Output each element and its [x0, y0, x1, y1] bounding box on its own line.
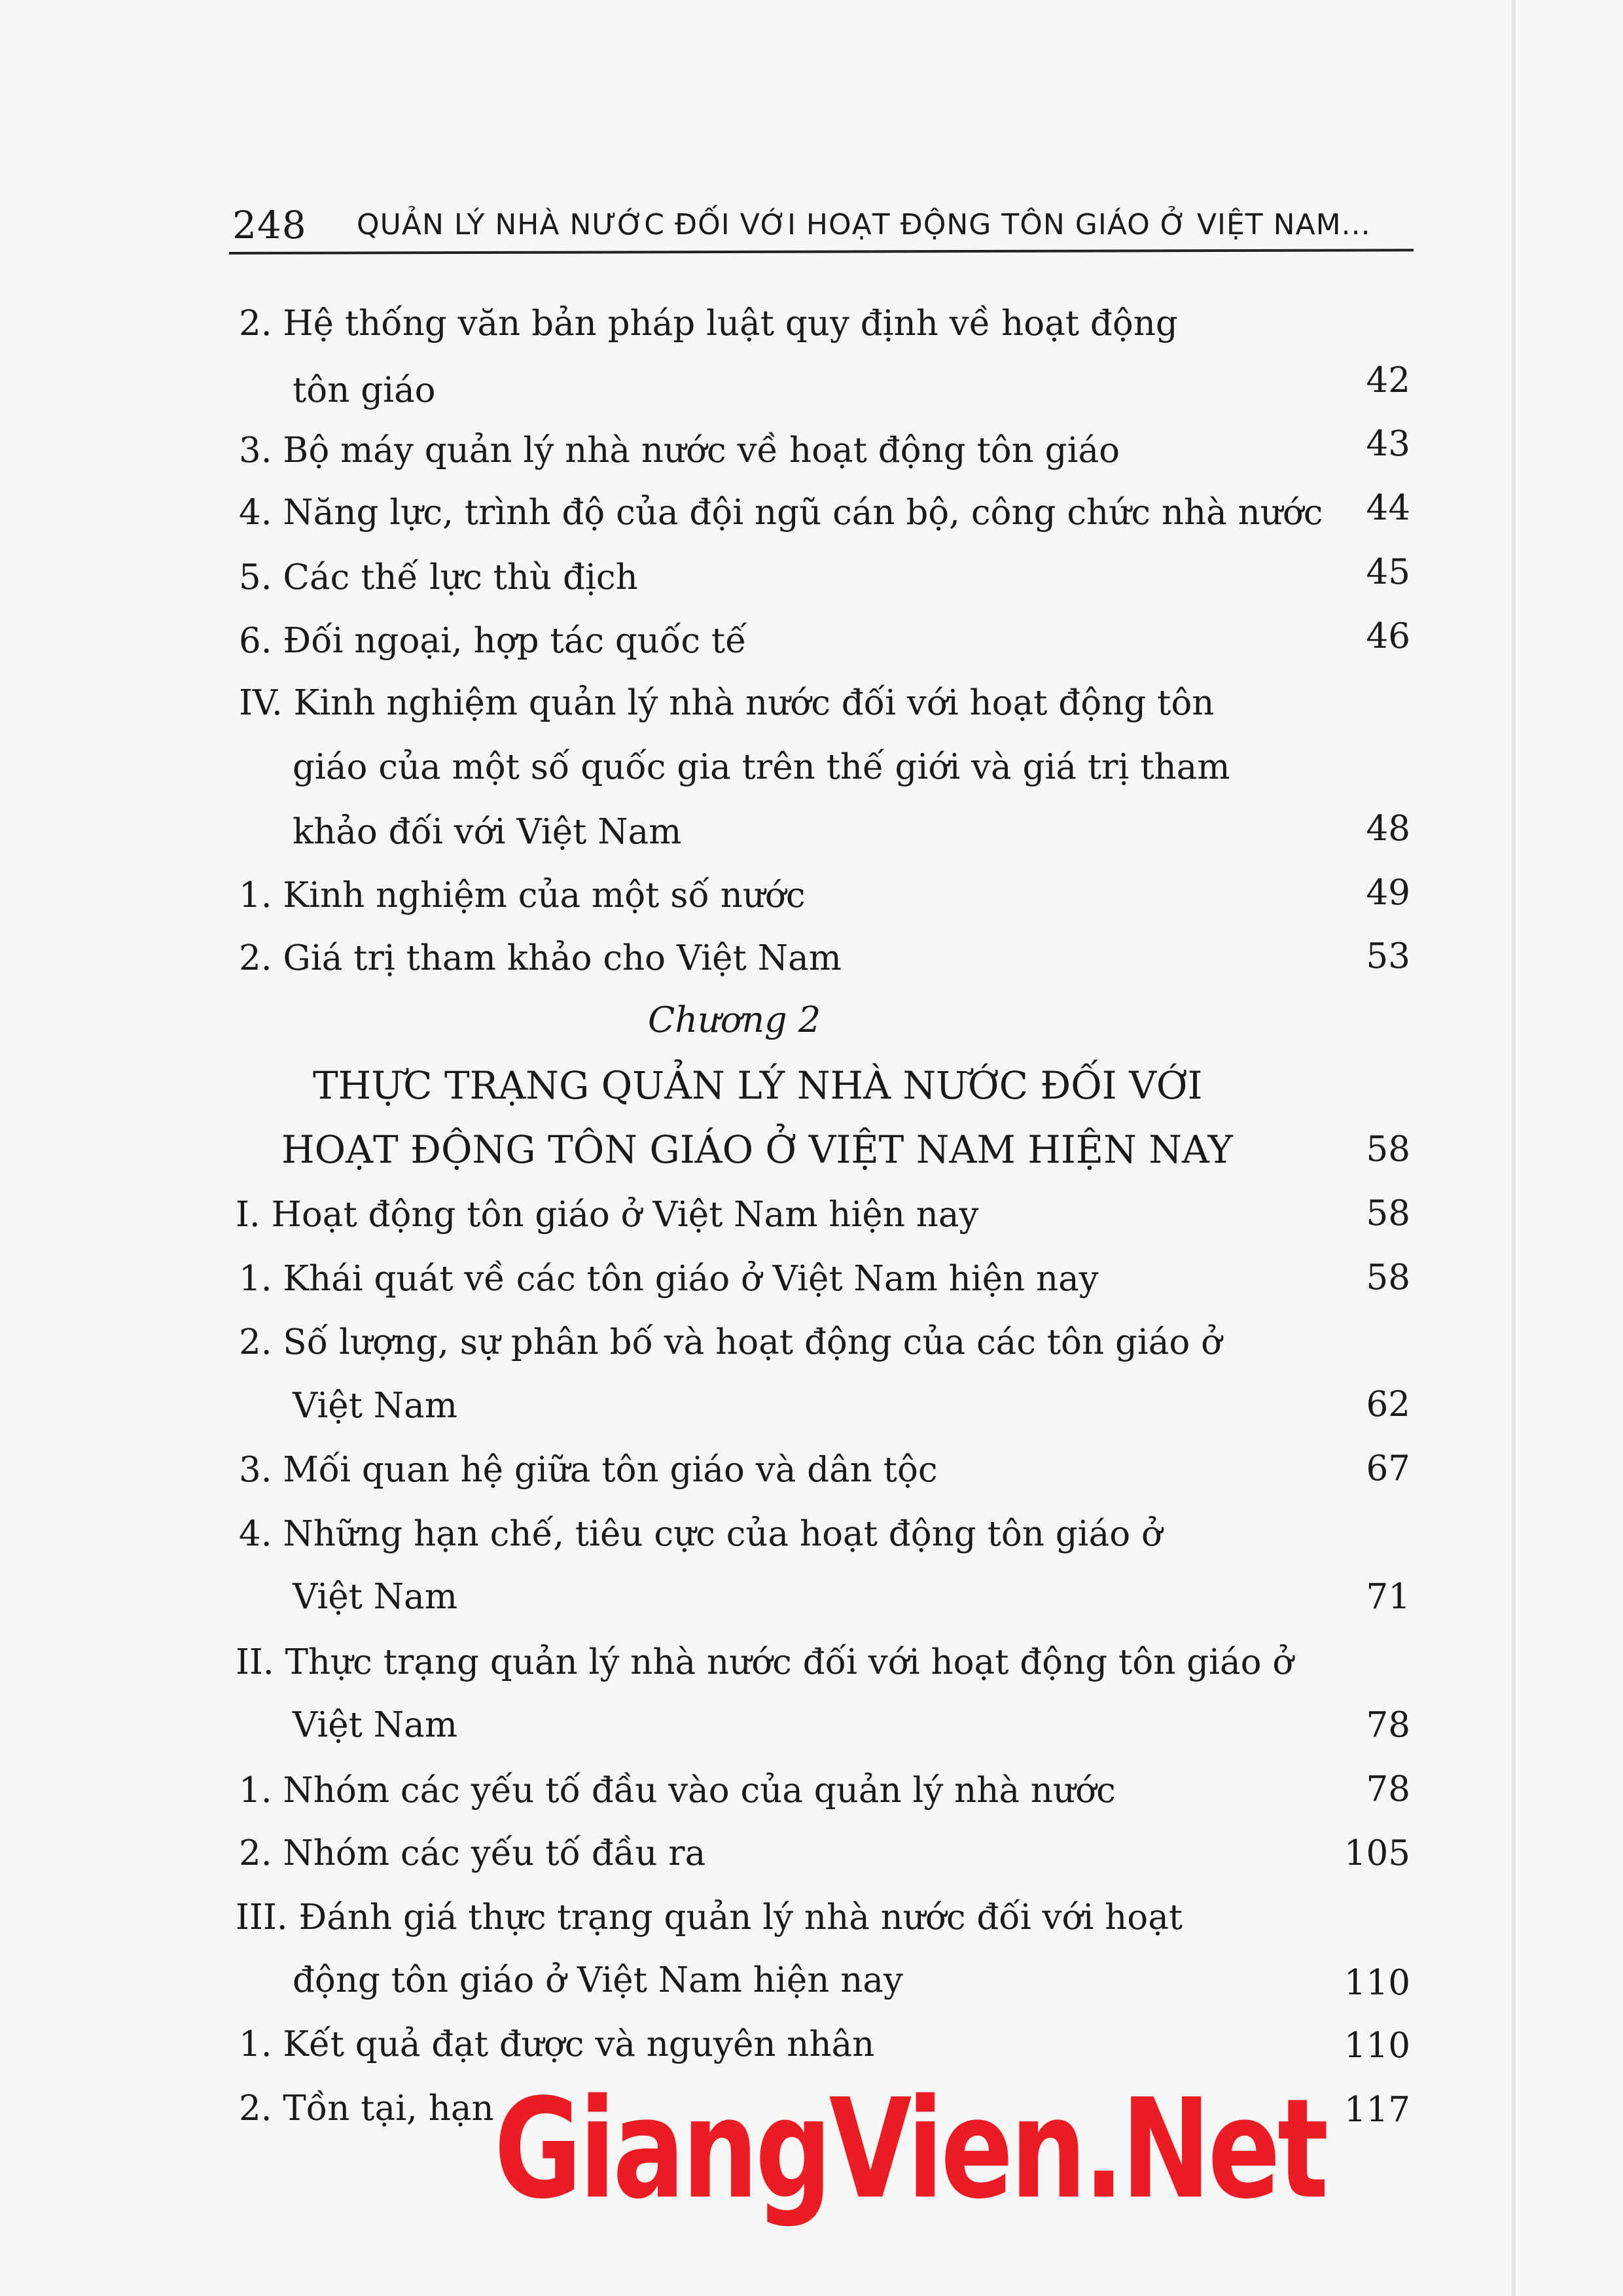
toc-entry-page: 58 [1366, 1258, 1410, 1298]
toc-entry-page: 110 [1344, 1963, 1410, 2003]
toc-entry-text: II. Thực trạng quản lý nhà nước đối với hoạt động tôn giáo ở [236, 1642, 1294, 1682]
toc-entry-page: 43 [1366, 424, 1410, 464]
toc-entry-page: 53 [1366, 936, 1410, 976]
toc-entry-text: 1. Nhóm các yếu tố đầu vào của quản lý nhà nước [239, 1771, 1116, 1810]
toc-entry-text: 5. Các thế lực thù địch [239, 557, 638, 597]
toc-entry-page: 67 [1366, 1449, 1410, 1489]
toc-entry-page: 78 [1366, 1769, 1410, 1809]
toc-entry-page: 46 [1366, 616, 1410, 656]
toc-entry-text: Việt Nam [293, 1705, 458, 1745]
toc-entry-text: 2. Tồn tại, hạn [239, 2089, 494, 2128]
toc-entry-text: III. Đánh giá thực trạng quản lý nhà nước đối với hoạt [236, 1898, 1183, 1937]
toc-entry-text: 3. Mối quan hệ giữa tôn giáo và dân tộc [239, 1450, 938, 1490]
toc-entry-text: giáo của một số quốc gia trên thế giới và giá trị tham [293, 747, 1230, 787]
toc-entry-text: I. Hoạt động tôn giáo ở Việt Nam hiện nay [236, 1195, 979, 1235]
toc-entry-page: 117 [1344, 2090, 1410, 2130]
page-number: 248 [232, 203, 307, 247]
toc-entry-text: 4. Những hạn chế, tiêu cực của hoạt động tôn giáo ở [239, 1514, 1162, 1554]
toc-entry-text: 4. Năng lực, trình độ của đội ngũ cán bộ, công chức nhà nước [239, 493, 1323, 533]
toc-entry-page: 42 [1366, 361, 1410, 400]
toc-entry-page: 62 [1366, 1385, 1410, 1424]
toc-entry-text: 6. Đối ngoại, hợp tác quốc tế [239, 621, 747, 661]
toc-entry-text: động tôn giáo ở Việt Nam hiện nay [293, 1960, 903, 2000]
toc-entry-page: 105 [1344, 1833, 1410, 1873]
toc-entry-text: 1. Khái quát về các tôn giáo ở Việt Nam hiện nay [239, 1259, 1099, 1299]
toc-entry-page: 58 [1366, 1193, 1410, 1233]
toc-entry-page: 71 [1366, 1577, 1410, 1617]
toc-entry-text: 3. Bộ máy quản lý nhà nước về hoạt động tôn giáo [239, 431, 1120, 470]
running-title: QUẢN LÝ NHÀ NƯỚC ĐỐI VỚI HOẠT ĐỘNG TÔN GIÁO Ở VIỆT NAM... [357, 208, 1371, 241]
toc-entry-text: 2. Số lượng, sự phân bố và hoạt động của các tôn giáo ở [239, 1322, 1222, 1362]
toc-entry-page: 45 [1366, 552, 1410, 592]
toc-entry-text: IV. Kinh nghiệm quản lý nhà nước đối với hoạt động tôn [239, 683, 1215, 723]
watermark-logo: GiangVien.Net [494, 2069, 1326, 2229]
toc-entry-text: 2. Hệ thống văn bản pháp luật quy định về hoạt động [239, 304, 1178, 344]
toc-entry-text: 2. Nhóm các yếu tố đầu ra [239, 1833, 706, 1873]
chapter-title: HOẠT ĐỘNG TÔN GIÁO Ở VIỆT NAM HIỆN NAY [281, 1127, 1233, 1172]
toc-entry-text: 2. Giá trị tham khảo cho Việt Nam [239, 938, 842, 978]
toc-entry-text: Việt Nam [293, 1577, 458, 1617]
toc-entry-text: 1. Kinh nghiệm của một số nước [239, 875, 806, 915]
toc-entry-page: 48 [1366, 809, 1410, 849]
chapter-title: THỰC TRẠNG QUẢN LÝ NHÀ NƯỚC ĐỐI VỚI [313, 1063, 1203, 1108]
toc-entry-page: 44 [1366, 488, 1410, 528]
toc-entry-page: 110 [1344, 2026, 1410, 2066]
toc-entry-text: khảo đối với Việt Nam [293, 812, 682, 852]
toc-entry-text: tôn giáo [293, 370, 436, 410]
chapter-page: 58 [1366, 1129, 1410, 1169]
toc-entry-text: 1. Kết quả đạt được và nguyên nhân [239, 2024, 875, 2064]
toc-entry-text: Việt Nam [293, 1386, 458, 1426]
toc-entry-page: 78 [1366, 1705, 1410, 1745]
toc-entry-page: 49 [1366, 873, 1410, 913]
chapter-label: Chương 2 [648, 999, 821, 1040]
